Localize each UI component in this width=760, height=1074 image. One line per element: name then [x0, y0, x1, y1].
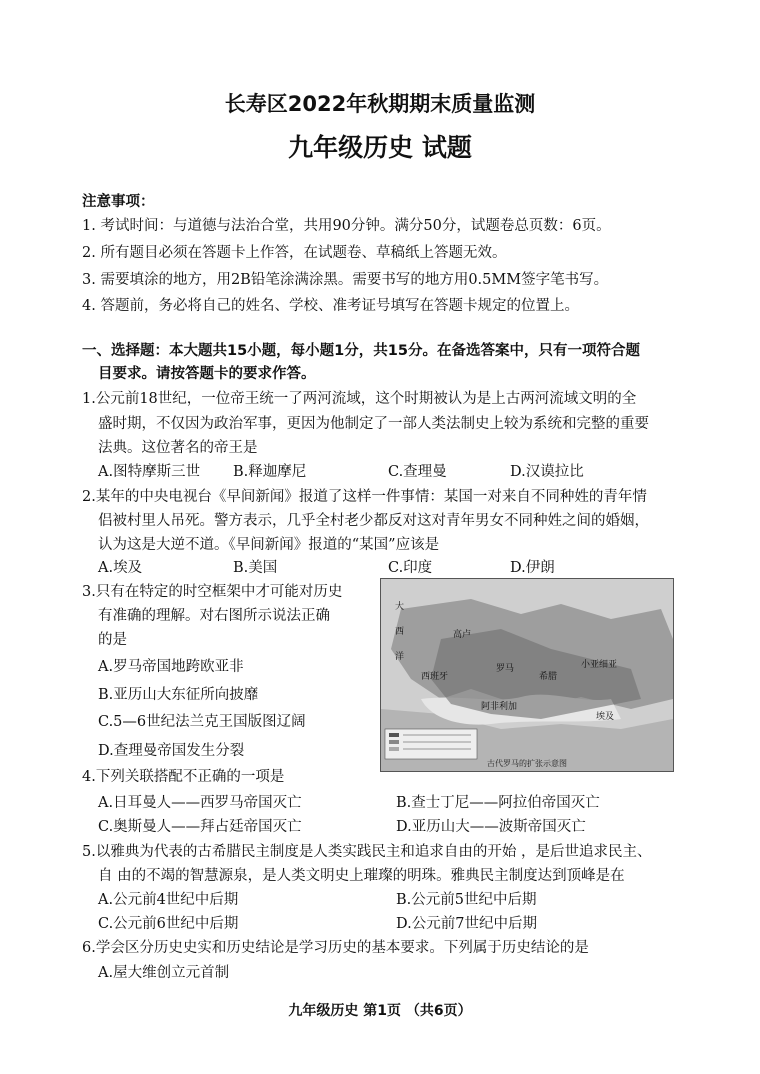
q4-option-a: A.日耳曼人——西罗马帝国灭亡 [98, 795, 302, 811]
map-label: 阿非利加 [481, 702, 518, 712]
map-label: 洋 [395, 652, 405, 662]
question-6-stem: 6.学会区分历史史实和历史结论是学习历史的基本要求。下列属于历史结论的是 [82, 940, 589, 956]
q1-option-b: B.释迦摩尼 [233, 464, 307, 480]
section-heading-cont: 目要求。请按答题卡的要求作答。 [98, 366, 316, 382]
section-heading: 一、选择题：本大题共15小题，每小题1分，共15分。在备选答案中，只有一项符合题 [82, 343, 640, 359]
q5-option-a: A.公元前4世纪中后期 [98, 892, 239, 908]
question-3-line: 的是 [98, 632, 127, 648]
q2-option-c: C.印度 [388, 560, 433, 576]
page-footer: 九年级历史 第1页 （共6页） [288, 1003, 472, 1019]
q1-option-d: D.汉谟拉比 [510, 464, 584, 480]
q5-option-c: C.公元前6世纪中后期 [98, 916, 239, 932]
map-label: 西班牙 [421, 672, 449, 682]
q3-option-a: A.罗马帝国地跨欧亚非 [98, 659, 244, 675]
map-drawing [381, 579, 673, 771]
note-item: 3. 需要填涂的地方，用2B铅笔涂满涂黑。需要书写的地方用0.5MM签字笔书写。 [82, 272, 609, 288]
q6-option-a: A.屋大维创立元首制 [98, 965, 230, 981]
map-label: 小亚细亚 [581, 660, 618, 670]
notes-heading: 注意事项： [82, 194, 155, 210]
question-2-line: 认为这是大逆不道。《早间新闻》报道的“某国”应该是 [98, 537, 440, 553]
map-label: 高卢 [453, 630, 472, 640]
q4-option-d: D.亚历山大——波斯帝国灭亡 [396, 819, 586, 835]
q4-option-c: C.奥斯曼人——拜占廷帝国灭亡 [98, 819, 302, 835]
map-label: 大 [395, 602, 405, 612]
q2-option-d: D.伊朗 [510, 560, 555, 576]
map-label: 西 [395, 627, 405, 637]
map-label: 希腊 [539, 672, 558, 682]
question-2-line: 2.某年的中央电视台《早间新闻》报道了这样一件事情：某国一对来自不同种姓的青年情 [82, 489, 647, 505]
question-4-stem: 4.下列关联搭配不正确的一项是 [82, 769, 285, 785]
question-2-line: 侣被村里人吊死。警方表示，几乎全村老少都反对这对青年男女不同种姓之间的婚姻， [98, 513, 649, 529]
question-1-line: 1.公元前18世纪，一位帝王统一了两河流域，这个时期被认为是上古两河流域文明的全 [82, 391, 637, 407]
exam-subtitle: 九年级历史 试题 [288, 133, 472, 162]
note-item: 2. 所有题目必须在答题卡上作答，在试题卷、草稿纸上答题无效。 [82, 245, 507, 261]
question-5-line: 自 由的不竭的智慧源泉，是人类文明史上璀璨的明珠。雅典民主制度达到顶峰是在 [98, 868, 625, 884]
exam-title: 长寿区2022年秋期期末质量监测 [224, 92, 536, 116]
q5-option-d: D.公元前7世纪中后期 [396, 916, 537, 932]
question-1-line: 法典。这位著名的帝王是 [98, 440, 258, 456]
map-label: 埃及 [596, 712, 615, 722]
question-3-line: 有准确的理解。对右图所示说法正确 [98, 608, 330, 624]
question-5-line: 5.以雅典为代表的古希腊民主制度是人类实践民主和追求自由的开始 ，是后世追求民主、 [82, 844, 652, 860]
question-1-line: 盛时期，不仅因为政治军事，更因为他制定了一部人类法制史上较为系统和完整的重要 [98, 416, 649, 432]
q4-option-b: B.查士丁尼——阿拉伯帝国灭亡 [396, 795, 600, 811]
map-label: 罗马 [496, 664, 515, 674]
q3-option-d: D.查理曼帝国发生分裂 [98, 743, 245, 759]
q2-option-a: A.埃及 [98, 560, 143, 576]
note-item: 1. 考试时间：与道德与法治合堂，共用90分钟。满分50分，试题卷总页数：6页。 [82, 218, 611, 234]
question-3-line: 3.只有在特定的时空框架中才可能对历史 [82, 584, 343, 600]
roman-expansion-map [380, 578, 674, 772]
map-caption: 古代罗马的扩张示意图 [487, 759, 567, 768]
q2-option-b: B.美国 [233, 560, 278, 576]
q3-option-c: C.5—6世纪法兰克王国版图辽阔 [98, 714, 306, 730]
note-item: 4. 答题前，务必将自己的姓名、学校、准考证号填写在答题卡规定的位置上。 [82, 298, 579, 314]
q5-option-b: B.公元前5世纪中后期 [396, 892, 537, 908]
q1-option-a: A.图特摩斯三世 [98, 464, 201, 480]
q1-option-c: C.查理曼 [388, 464, 447, 480]
q3-option-b: B.亚历山大东征所向披靡 [98, 687, 259, 703]
